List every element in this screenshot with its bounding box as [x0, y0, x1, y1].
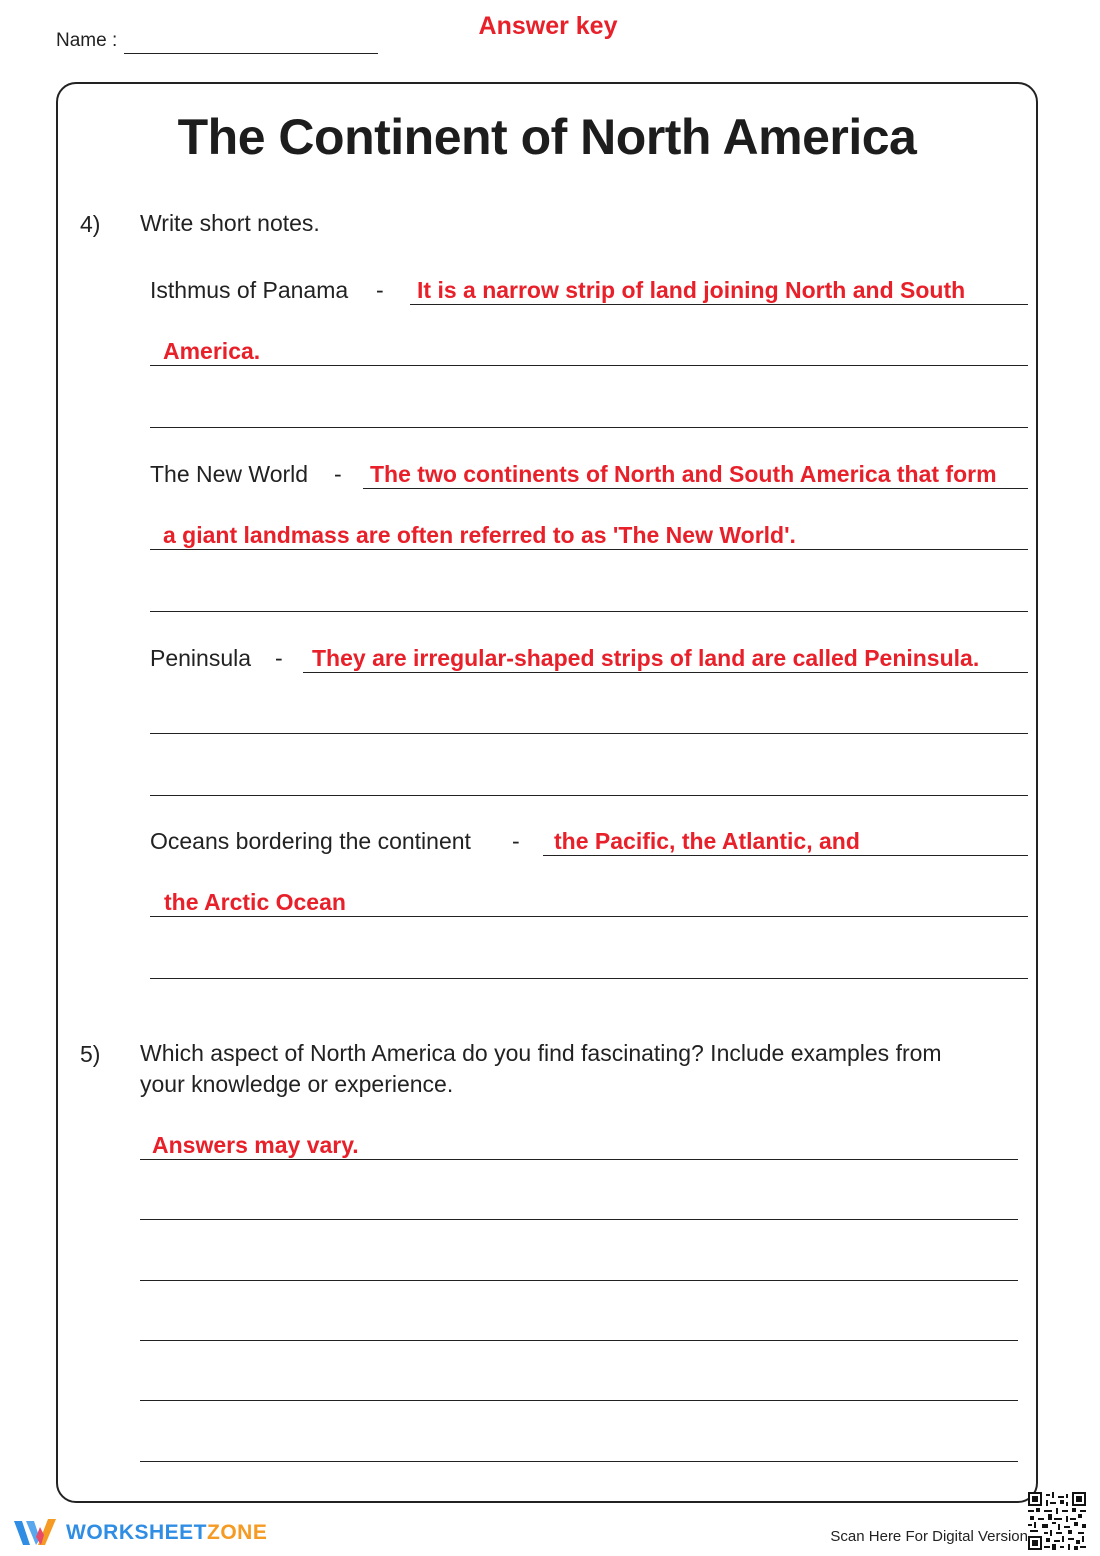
answer-peninsula-line1: They are irregular-shaped strips of land are called Peninsula.	[312, 645, 980, 671]
logo-word-worksheet: WORKSHEET	[66, 1521, 207, 1544]
note-label-peninsula: Peninsula	[150, 645, 252, 671]
answer-oceans-line1: the Pacific, the Atlantic, and	[554, 828, 860, 854]
answer-line[interactable]	[410, 304, 1028, 305]
answer-line[interactable]	[140, 1340, 1018, 1341]
name-label: Name :	[56, 30, 118, 51]
answer-line[interactable]	[150, 733, 1028, 734]
worksheetzone-w-icon	[14, 1517, 58, 1549]
answer-line[interactable]	[150, 427, 1028, 428]
note-label-isthmus: Isthmus of Panama	[150, 277, 349, 303]
answer-line[interactable]	[140, 1400, 1018, 1401]
note-dash: -	[512, 828, 520, 854]
answer-line[interactable]	[150, 978, 1028, 979]
question-4-number: 4)	[80, 211, 101, 237]
answer-isthmus-line2: America.	[163, 338, 261, 364]
answer-line[interactable]	[150, 365, 1028, 366]
answer-line[interactable]	[140, 1159, 1018, 1160]
name-field-line[interactable]	[124, 53, 378, 54]
worksheet-title: The Continent of North America	[177, 109, 917, 165]
answer-line[interactable]	[140, 1461, 1018, 1462]
note-dash: -	[334, 461, 342, 487]
answer-question-5: Answers may vary.	[152, 1132, 359, 1158]
qr-code-icon[interactable]	[1028, 1492, 1086, 1550]
answer-line[interactable]	[150, 795, 1028, 796]
answer-oceans-line2: the Arctic Ocean	[164, 889, 346, 915]
question-4-prompt: Write short notes.	[140, 210, 320, 236]
note-dash: -	[275, 645, 283, 671]
scan-digital-version-text: Scan Here For Digital Version	[830, 1528, 1028, 1545]
answer-isthmus-line1: It is a narrow strip of land joining North and South	[417, 277, 966, 303]
note-dash: -	[376, 277, 384, 303]
answer-new-world-line2: a giant landmass are often referred to as 'The New World'.	[163, 522, 796, 548]
answer-line[interactable]	[543, 855, 1028, 856]
answer-line[interactable]	[363, 488, 1028, 489]
question-5-prompt-line1: Which aspect of North America do you find fascinating? Include examples from	[140, 1040, 942, 1066]
note-label-new-world: The New World	[150, 461, 309, 487]
worksheetzone-logo[interactable]	[14, 1515, 267, 1551]
question-5-prompt-line2: your knowledge or experience.	[140, 1071, 454, 1097]
logo-word-zone: ZONE	[207, 1521, 268, 1544]
answer-key-heading: Answer key	[478, 12, 618, 40]
answer-line[interactable]	[150, 549, 1028, 550]
answer-line[interactable]	[150, 916, 1028, 917]
answer-new-world-line1: The two continents of North and South America that form	[370, 461, 997, 487]
answer-line[interactable]	[303, 672, 1028, 673]
answer-line[interactable]	[140, 1280, 1018, 1281]
answer-line[interactable]	[150, 611, 1028, 612]
question-5-number: 5)	[80, 1041, 101, 1067]
note-label-oceans: Oceans bordering the continent	[150, 828, 471, 854]
logo-text	[66, 1521, 267, 1545]
answer-line[interactable]	[140, 1219, 1018, 1220]
